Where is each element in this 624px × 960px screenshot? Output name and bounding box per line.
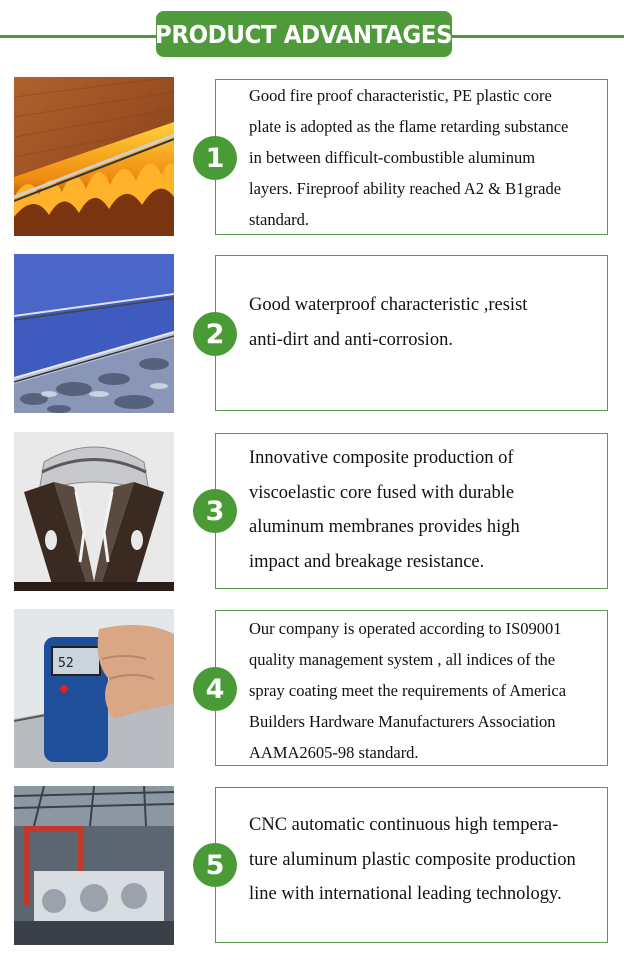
advantage-text-1 xyxy=(249,80,568,235)
text-line: ture aluminum plastic composite production xyxy=(249,849,576,870)
wood-panel-fire-photo xyxy=(14,77,174,236)
header-badge xyxy=(156,11,452,57)
production-line-photo xyxy=(14,786,174,945)
advantage-text-4 xyxy=(249,613,566,768)
text-line: Good fire proof characteristic, PE plastic core xyxy=(249,86,552,105)
text-line: in between difficult-combustible aluminum xyxy=(249,148,536,167)
advantage-item-2 xyxy=(0,254,624,414)
advantage-item-1 xyxy=(0,77,624,237)
text-line: plate is adopted as the flame retarding substance xyxy=(249,117,569,136)
bent-panel-vise-photo xyxy=(14,432,174,591)
text-line: Innovative composite production of xyxy=(249,448,514,468)
text-line: AAMA2605-98 standard. xyxy=(249,743,419,762)
advantage-text-3 xyxy=(249,441,520,579)
text-line: Good waterproof characteristic ,resist xyxy=(249,295,528,315)
text-line: line with international leading technology. xyxy=(249,884,562,904)
text-line: Builders Hardware Manufacturers Association xyxy=(249,712,556,731)
text-line: spray coating meet the requirements of America xyxy=(249,681,567,700)
text-line: impact and breakage resistance. xyxy=(249,551,485,572)
coating-thickness-gauge-photo xyxy=(14,609,174,768)
text-line: quality management system , all indices of the xyxy=(249,650,556,669)
text-line: viscoelastic core fused with durable xyxy=(249,482,515,503)
page-title: PRODUCT ADVANTAGES xyxy=(155,19,453,49)
text-line: layers. Fireproof ability reached A2 & B1grade xyxy=(249,179,562,198)
number-badge-4: 4 xyxy=(193,667,237,711)
number-badge-5: 5 xyxy=(193,843,237,887)
text-line: standard. xyxy=(249,210,310,229)
blue-panel-layers-photo xyxy=(14,254,174,413)
advantage-text-2 xyxy=(249,288,527,357)
text-line: Our company is operated according to IS09001 xyxy=(249,619,562,638)
advantage-item-3 xyxy=(0,432,624,592)
svg-text:52: 52 xyxy=(58,656,74,671)
number-badge-3: 3 xyxy=(193,489,237,533)
advantage-text-5 xyxy=(249,808,576,912)
text-line: CNC automatic continuous high tempera- xyxy=(249,815,559,835)
text-line: aluminum membranes provides high xyxy=(249,517,520,537)
advantage-item-5 xyxy=(0,786,624,946)
advantage-item-4 xyxy=(0,609,624,769)
number-badge-2: 2 xyxy=(193,312,237,356)
text-line: anti-dirt and anti-corrosion. xyxy=(249,329,453,350)
number-badge-1: 1 xyxy=(193,136,237,180)
